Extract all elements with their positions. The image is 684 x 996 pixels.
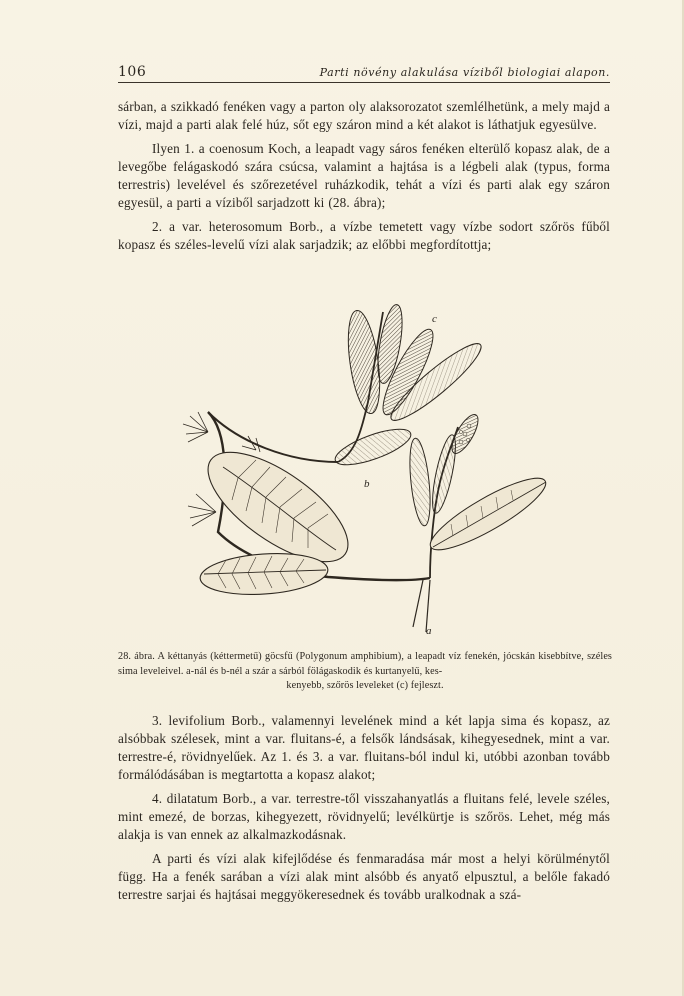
- page-header: [118, 64, 610, 83]
- upper-text-block: [118, 98, 610, 254]
- terrestrial-leaves: [331, 303, 488, 527]
- paragraph-levifolium: 3. levifolium Borb., valamennyi levelének mind a két lapja sima és kopasz, az alsóbbak szélesek, mint a var. fluitans-é, a felsők lándsásak, kihegyesednek, mint a var. terrestre-é, rövidnyelűek. Az 1. és 3. a var. fluitans-ból indul ki, utóbbi azonban tovább formálódásában is megtartotta a kopasz alakot;: [118, 713, 610, 782]
- flower-spike: [447, 411, 483, 457]
- paragraph-parti-vizi: A parti és vízi alak kifejlődése és fenmaradása már most a helyi körülménytől függ. Ha a fenék sarában a vízi alak mint alsóbb és anyatő elpusztul, a belőle fakadó terrestre sarjai és hajtásai meggyökeresednek és tovább uralkodnak a szá-: [118, 851, 610, 902]
- paragraph-dilatatum: 4. dilatatum Borb., a var. terrestre-től visszahanyatlás a fluitans felé, levele széles, mint emezé, de borzas, kihegyezett, rövidnyelű; levélkürtje is szőrös. Lehet, még más alakja is van ennek az alkalmazkodásnak.: [118, 791, 610, 842]
- figure-caption: [118, 650, 612, 694]
- figure-label-c: c: [432, 313, 437, 325]
- caption-line-1: 28. ábra. A kéttanyás (kéttermetű) göcsfű (Polygonum amphibium), a leapadt víz fenekén, jócskán kisebbítve, széles sima leveleivel. a-nál és b-nél a szár a sárból fölágaskodik és kurtanyelű, kes-: [118, 651, 612, 677]
- lower-text-block: [118, 712, 610, 904]
- paragraph-heterosomum: 2. a var. heterosomum Borb., a vízbe temetett vagy vízbe sodort szőrös fűből kopasz és széles-levelű vízi alak sarjadzik; az előbbi megfordítottja;: [118, 219, 610, 252]
- leaf-a-1: [406, 437, 433, 526]
- polygonum-illustration: [168, 282, 588, 642]
- paragraph-continuation: sárban, a szikkadó fenéken vagy a parton oly alaksorozatot szemlélhetünk, a mely majd a vízi, majd a parti alak felé húz, sőt egy száron mind a két alakot is láthatjuk egyesülve.: [118, 99, 610, 132]
- figure-label-b: b: [364, 478, 370, 490]
- leaf-b-1: [331, 422, 414, 472]
- figure-label-a: a: [426, 625, 432, 637]
- caption-line-2: kenyebb, szőrös leveleket (c) fejleszt.: [286, 680, 444, 691]
- running-title: Parti növény alakulása víziből biologiai alapon.: [319, 66, 610, 79]
- paragraph-coenosum: Ilyen 1. a coenosum Koch, a leapadt vagy sáros fenéken elterülő kopasz alak, de a levegőbe felágaskodó szára csúcsa, valamint a hajtása is a légbeli alak (typus, forma terrestris) levelével és szőrezetével ruházkodik, tehát a vízi és parti alak egy száron egyesül, a parti a víziből sarjadzott ki (28. ábra);: [118, 141, 610, 210]
- page-number: 106: [118, 64, 147, 80]
